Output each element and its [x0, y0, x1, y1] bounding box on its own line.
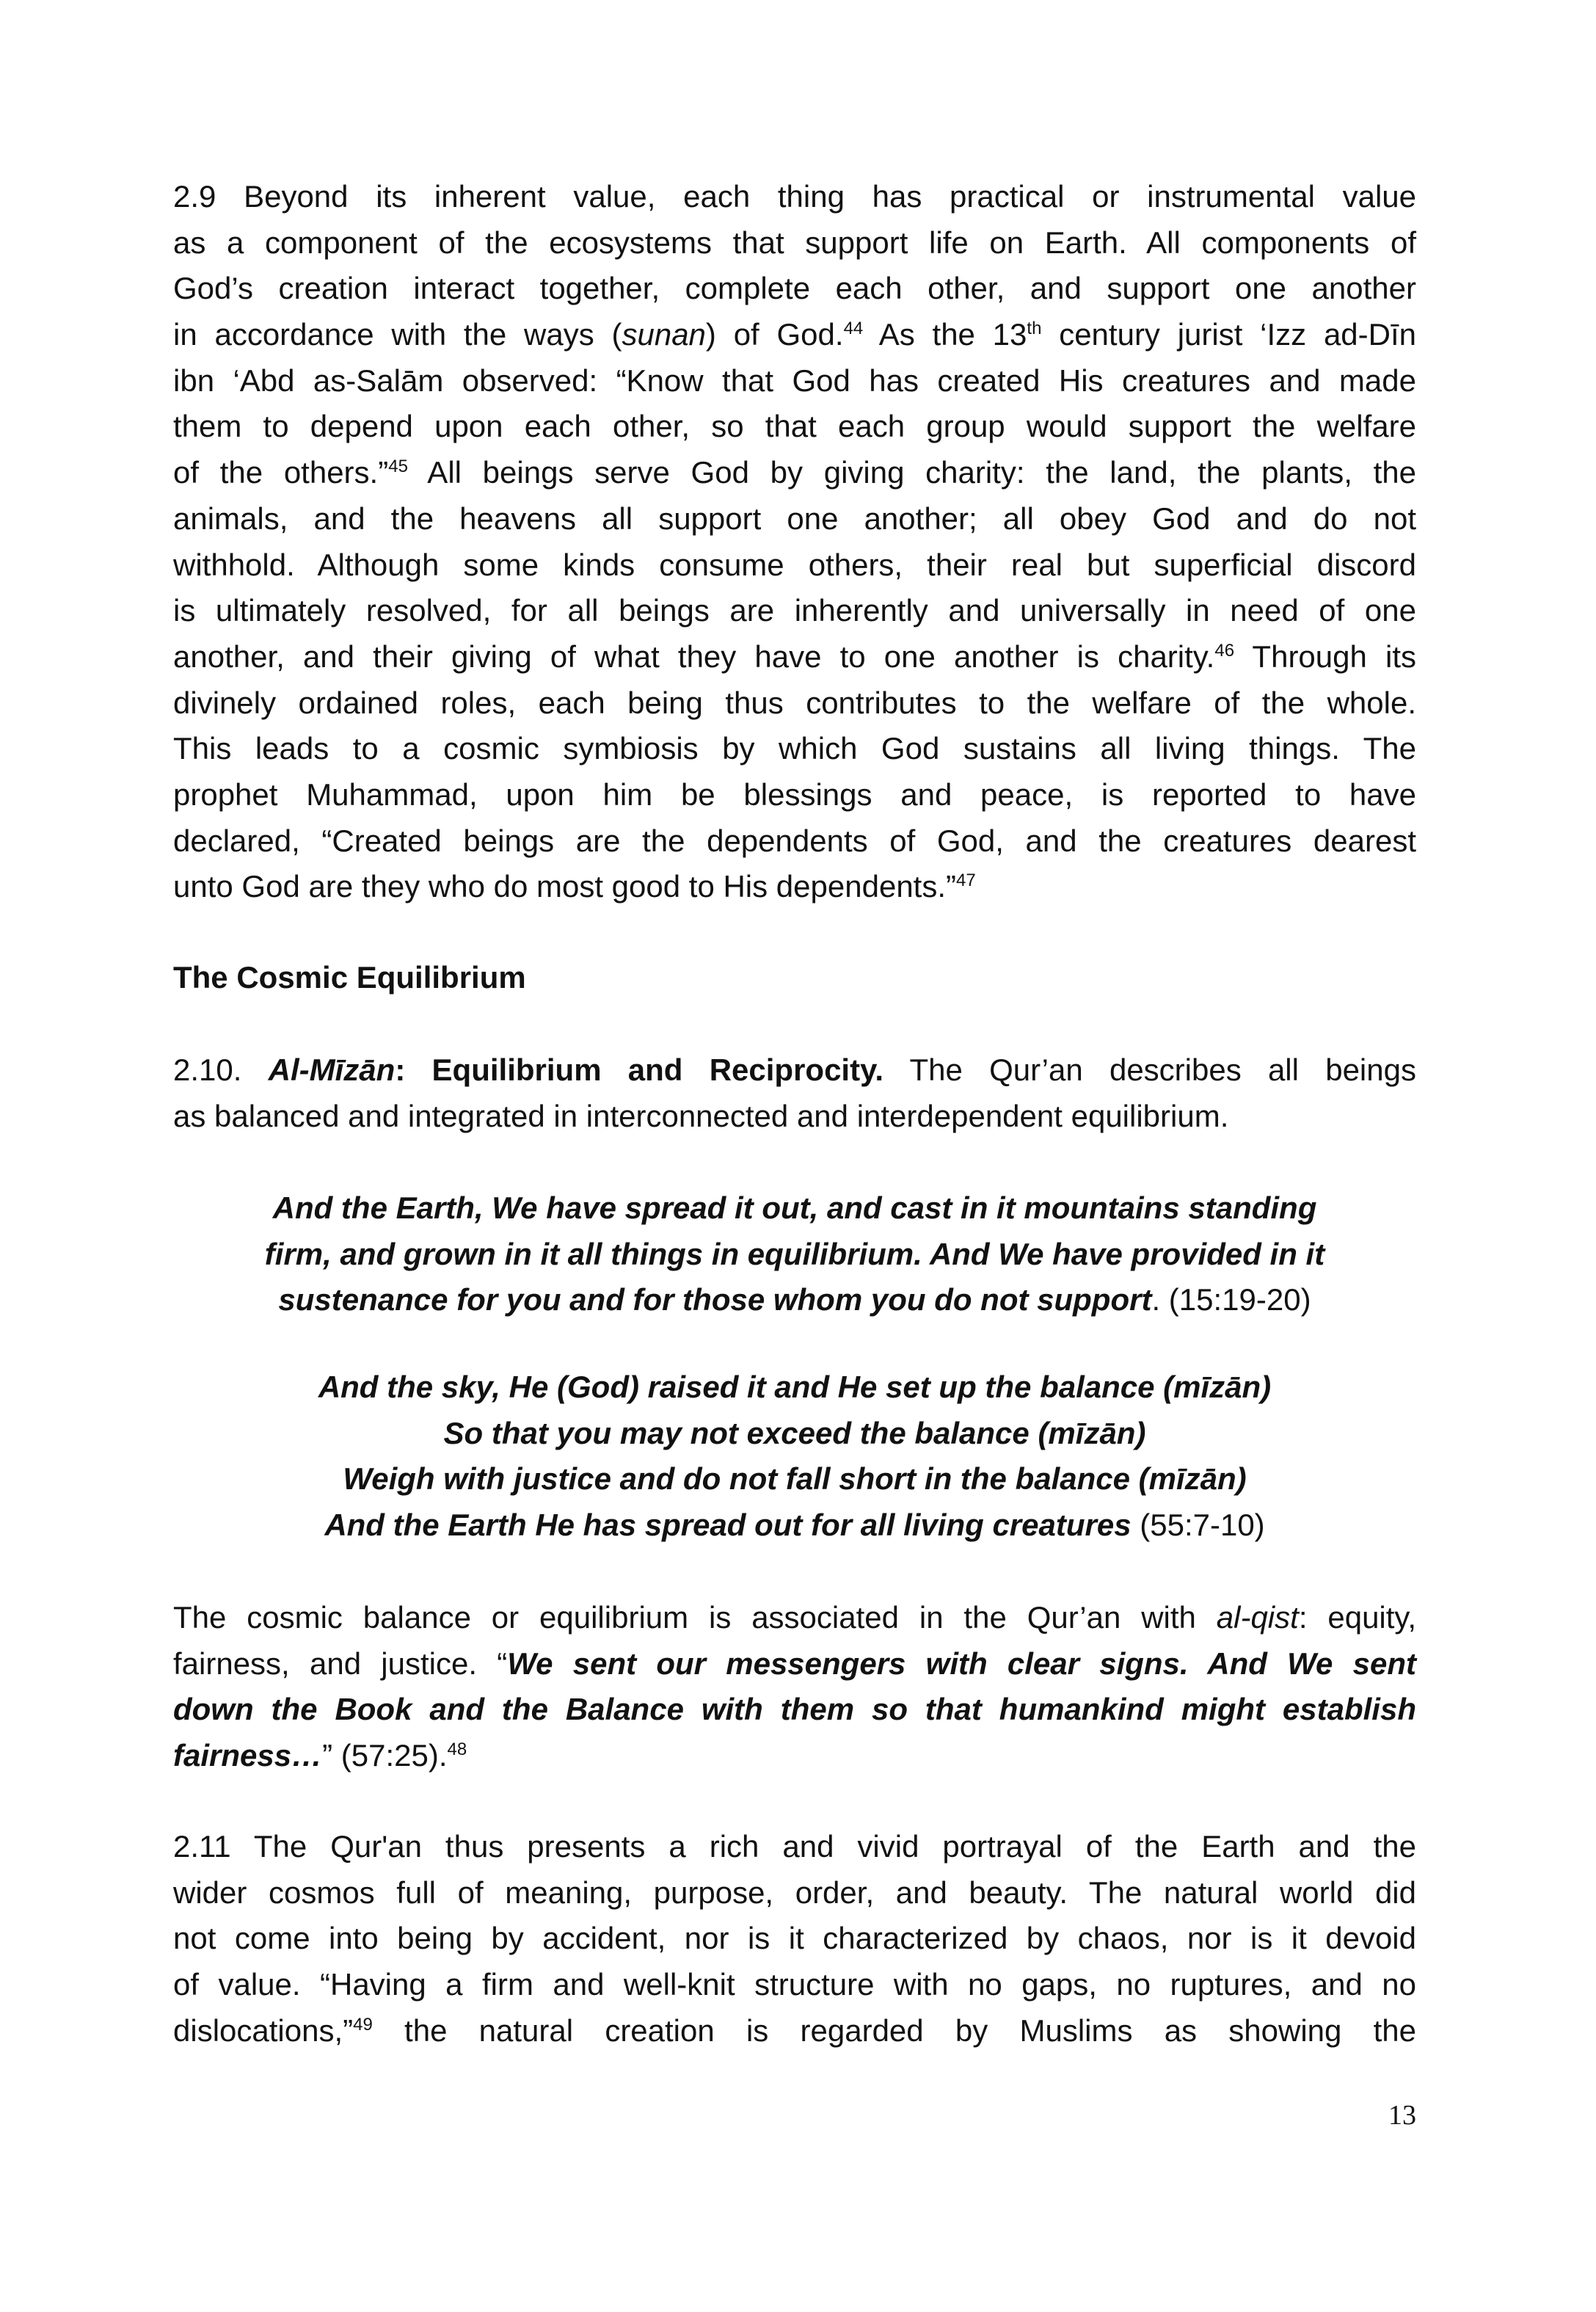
text-run: Weigh with justice and do not fall short in the balance (mīzān)	[343, 1461, 1247, 1497]
text-line	[173, 588, 1416, 634]
text-run: We sent our messengers with clear signs. And We sent	[507, 1646, 1416, 1681]
text-line	[173, 312, 1416, 358]
text-line	[173, 1962, 1416, 2008]
text-line	[173, 2008, 1416, 2054]
text-line	[173, 772, 1416, 818]
paragraph-2-11	[173, 1824, 1416, 2054]
text-run: The cosmic balance or equilibrium is associated in the Qur’an with	[173, 1600, 1217, 1635]
text-run: All beings serve God by giving charity: the land, the plants, the	[407, 455, 1417, 490]
text-line	[173, 404, 1416, 450]
text-run: not come into being by accident, nor is it characterized by chaos, nor is it devoid	[173, 1921, 1416, 1956]
text-run: animals, and the heavens all support one another; all obey God and do not	[173, 501, 1416, 536]
text-run: This leads to a cosmic symbiosis by which God sustains all living things. The	[173, 731, 1416, 766]
footnote-ref: 47	[956, 870, 976, 891]
text-run: of value. “Having a firm and well-knit structure with no gaps, no ruptures, and no	[173, 1967, 1416, 2002]
text-run: as a component of the ecosystems that support life on Earth. All components of	[173, 225, 1416, 260]
text-line	[173, 1870, 1416, 1916]
text-line	[173, 496, 1416, 542]
footnote-ref: 49	[353, 2014, 373, 2035]
paragraph-al-qist	[173, 1595, 1416, 1779]
text-line	[173, 1185, 1416, 1232]
text-run: the natural creation is regarded by Muslims as showing the	[372, 2013, 1416, 2048]
text-run: unto God are they who do most good to His dependents.”	[173, 869, 957, 904]
text-run: withhold. Although some kinds consume others, their real but superficial discord	[173, 547, 1416, 582]
text-line	[173, 680, 1416, 727]
text-run: them to depend upon each other, so that each group would support the welfare	[173, 409, 1416, 444]
footnote-ref: th	[1027, 319, 1042, 339]
paragraph-2-10	[173, 1047, 1416, 1139]
text-line	[173, 955, 1416, 1001]
text-run: The Qur’an describes all beings	[883, 1053, 1416, 1087]
text-run: So that you may not exceed the balance (mīzān)	[443, 1415, 1146, 1450]
text-run: (55:7-10)	[1131, 1508, 1265, 1543]
text-run: declared, “Created beings are the dependents of God, and the creatures dearest	[173, 823, 1416, 858]
text-run: Al-Mīzān	[268, 1053, 396, 1087]
text-line	[173, 864, 1416, 910]
text-run: sustenance for you and for those whom you do not support	[278, 1282, 1152, 1317]
text-line	[173, 450, 1416, 496]
text-run: : equity,	[1298, 1600, 1416, 1635]
text-line	[173, 726, 1416, 772]
text-run: : Equilibrium and Reciprocity.	[395, 1053, 883, 1087]
footnote-ref: 46	[1214, 640, 1235, 661]
text-run: ” (57:25).	[322, 1738, 448, 1773]
text-run: century jurist ‘Izz ad-Dīn	[1041, 317, 1417, 352]
footnote-ref: 48	[447, 1740, 467, 1760]
text-line	[173, 1277, 1416, 1323]
text-run: . (15:19-20)	[1151, 1282, 1311, 1317]
text-run: wider cosmos full of meaning, purpose, order, and beauty. The natural world did	[173, 1875, 1416, 1910]
text-line	[173, 1916, 1416, 1962]
text-run: dislocations,”	[173, 2013, 354, 2048]
text-run: prophet Muhammad, upon him be blessings and peace, is reported to have	[173, 777, 1416, 812]
text-run: sunan	[622, 317, 706, 352]
text-run: another, and their giving of what they have to one another is charity.	[173, 639, 1215, 674]
text-run: Through its	[1234, 639, 1417, 674]
text-run: 2.10.	[173, 1053, 269, 1087]
text-line	[173, 174, 1416, 220]
text-line	[173, 1687, 1416, 1733]
text-line	[173, 1824, 1416, 1870]
text-run: in accordance with the ways (	[173, 317, 622, 352]
text-run: And the Earth He has spread out for all living creatures	[324, 1508, 1132, 1543]
text-run: as balanced and integrated in interconnected and interdependent equilibrium.	[173, 1098, 1229, 1133]
text-run: The Cosmic Equilibrium	[173, 960, 526, 995]
text-run: And the sky, He (God) raised it and He set up the balance (mīzān)	[318, 1370, 1272, 1404]
text-line	[173, 266, 1416, 312]
text-run: 2.9 Beyond its inherent value, each thing has practical or instrumental value	[173, 179, 1416, 214]
text-run: down the Book and the Balance with them so that humankind might establish	[173, 1692, 1416, 1727]
text-run: God’s creation interact together, complete each other, and support one another	[173, 271, 1416, 306]
text-run: As the 13	[863, 317, 1027, 352]
text-run: ) of God.	[705, 317, 844, 352]
text-run: firm, and grown in it all things in equilibrium. And We have provided in it	[264, 1236, 1325, 1271]
text-line	[173, 1595, 1416, 1641]
text-line	[173, 220, 1416, 266]
text-line	[173, 1411, 1416, 1457]
text-run: of the others.”	[173, 455, 389, 490]
text-run: fairness…	[173, 1738, 323, 1773]
verse-55-7-10	[173, 1364, 1416, 1549]
text-run: And the Earth, We have spread it out, and cast in it mountains standing	[272, 1190, 1317, 1225]
text-line	[173, 818, 1416, 865]
text-run: fairness, and justice. “	[173, 1646, 508, 1681]
footnote-ref: 44	[843, 319, 864, 339]
footnote-ref: 45	[388, 457, 408, 477]
text-run: ibn ‘Abd as-Salām observed: “Know that God has created His creatures and made	[173, 363, 1416, 398]
verse-15-19-20	[173, 1185, 1416, 1323]
text-line	[173, 1094, 1416, 1140]
text-line	[173, 1456, 1416, 1502]
text-line	[173, 1232, 1416, 1278]
text-line	[173, 358, 1416, 404]
text-run: divinely ordained roles, each being thus contributes to the welfare of the whole.	[173, 685, 1416, 720]
text-run: 2.11 The Qur'an thus presents a rich and vivid portrayal of the Earth and the	[173, 1829, 1416, 1864]
text-line	[173, 1733, 1416, 1779]
text-line	[173, 1364, 1416, 1411]
paragraph-2-9	[173, 174, 1416, 910]
text-line	[173, 1047, 1416, 1094]
text-line	[173, 1641, 1416, 1687]
text-run: is ultimately resolved, for all beings are inherently and universally in need of one	[173, 593, 1416, 628]
text-run: al-qist	[1216, 1600, 1299, 1635]
page-number: 13	[1388, 2100, 1416, 2131]
section-heading	[173, 955, 1416, 1001]
text-line	[173, 542, 1416, 589]
text-line	[173, 634, 1416, 680]
text-line	[173, 1502, 1416, 1549]
